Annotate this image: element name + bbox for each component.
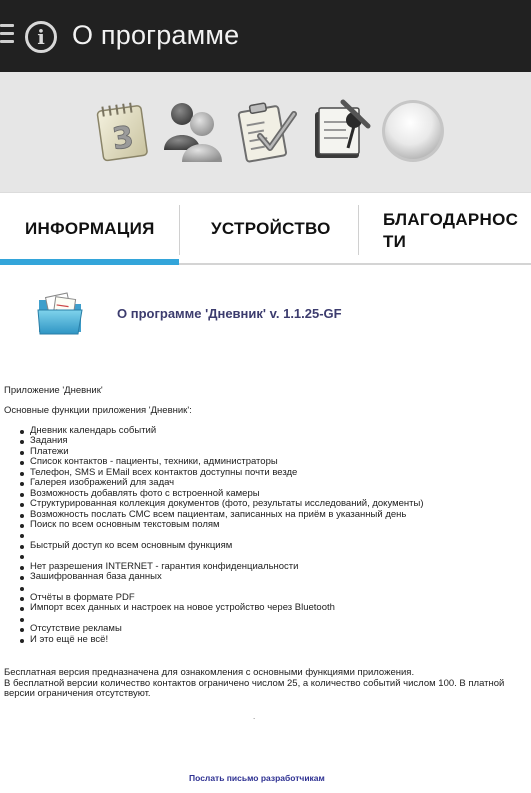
- intro-text: Приложение 'Дневник': [4, 385, 103, 396]
- contacts-icon[interactable]: [160, 98, 222, 164]
- list-item: Галерея изображений для задач: [30, 478, 424, 488]
- list-item: Дневник календарь событий: [30, 426, 424, 436]
- list-item: Возможность послать СМС всем пациентам, записанных на приём в указанный день: [30, 510, 424, 520]
- page-title: О программе: [72, 20, 240, 50]
- tab-device[interactable]: [180, 193, 358, 265]
- list-item: И это ещё не всё!: [30, 635, 424, 645]
- tab-thanks[interactable]: [359, 193, 531, 265]
- separator-dot: .: [253, 712, 256, 721]
- tab-information-label: ИНФОРМАЦИЯ: [25, 219, 155, 238]
- list-item: Список контактов - пациенты, техники, администраторы: [30, 457, 424, 467]
- calendar-icon[interactable]: [92, 98, 154, 164]
- list-item: Быстрый доступ ко всем основным функциям: [30, 541, 424, 551]
- tab-bar: [0, 192, 531, 264]
- features-heading: Основные функции приложения 'Дневник':: [4, 405, 192, 416]
- info-icon[interactable]: i: [25, 21, 57, 53]
- features-list: [30, 426, 424, 645]
- status-orb-icon[interactable]: [380, 98, 446, 164]
- svg-text:3: 3: [110, 119, 136, 158]
- about-content: [0, 264, 531, 793]
- list-item: Структурированная коллекция документов (фото, результаты исследований, документы): [30, 498, 424, 510]
- tasks-icon[interactable]: [236, 98, 298, 164]
- list-item: Отсутствие рекламы: [30, 624, 424, 634]
- tab-thanks-label: БЛАГОДАРНОС ТИ: [383, 210, 519, 251]
- list-item: Импорт всех данных и настроек на новое устройство через Bluetooth: [30, 603, 424, 613]
- app-version-title: О программе 'Дневник' v. 1.1.25-GF: [117, 306, 342, 321]
- list-item: Отчёты в формате PDF: [30, 593, 424, 603]
- list-item: Зашифрованная база данных: [30, 572, 424, 582]
- list-item: Телефон, SMS и EMail всех контактов доступны почти везде: [30, 468, 424, 478]
- list-item: Платежи: [30, 447, 424, 457]
- action-bar: [0, 0, 531, 72]
- hamburger-menu-icon[interactable]: [0, 24, 14, 48]
- list-item: Нет разрешения INTERNET - гарантия конфиденциальности: [30, 562, 424, 572]
- diary-app-logo-icon: [36, 292, 86, 336]
- icon-toolbar: [0, 72, 531, 192]
- list-item: Возможность добавлять фото с встроенной камеры: [30, 489, 424, 499]
- tab-device-label: УСТРОЙСТВО: [211, 219, 331, 238]
- contact-developers-link[interactable]: Послать письмо разработчикам: [189, 773, 325, 783]
- list-item: Поиск по всем основным текстовым полям: [30, 520, 424, 530]
- list-item: Задания: [30, 436, 424, 446]
- tab-information[interactable]: [0, 193, 179, 265]
- free-version-limits: В бесплатной версии количество контактов ограничено числом 25, а количество событий числом 100. В платной версии ограничения отсутствуют.: [4, 677, 505, 699]
- free-version-line: Бесплатная версия предназначена для ознакомления с основными функциями приложения.: [4, 667, 415, 678]
- free-version-note: [4, 668, 524, 700]
- notes-icon[interactable]: [310, 98, 372, 164]
